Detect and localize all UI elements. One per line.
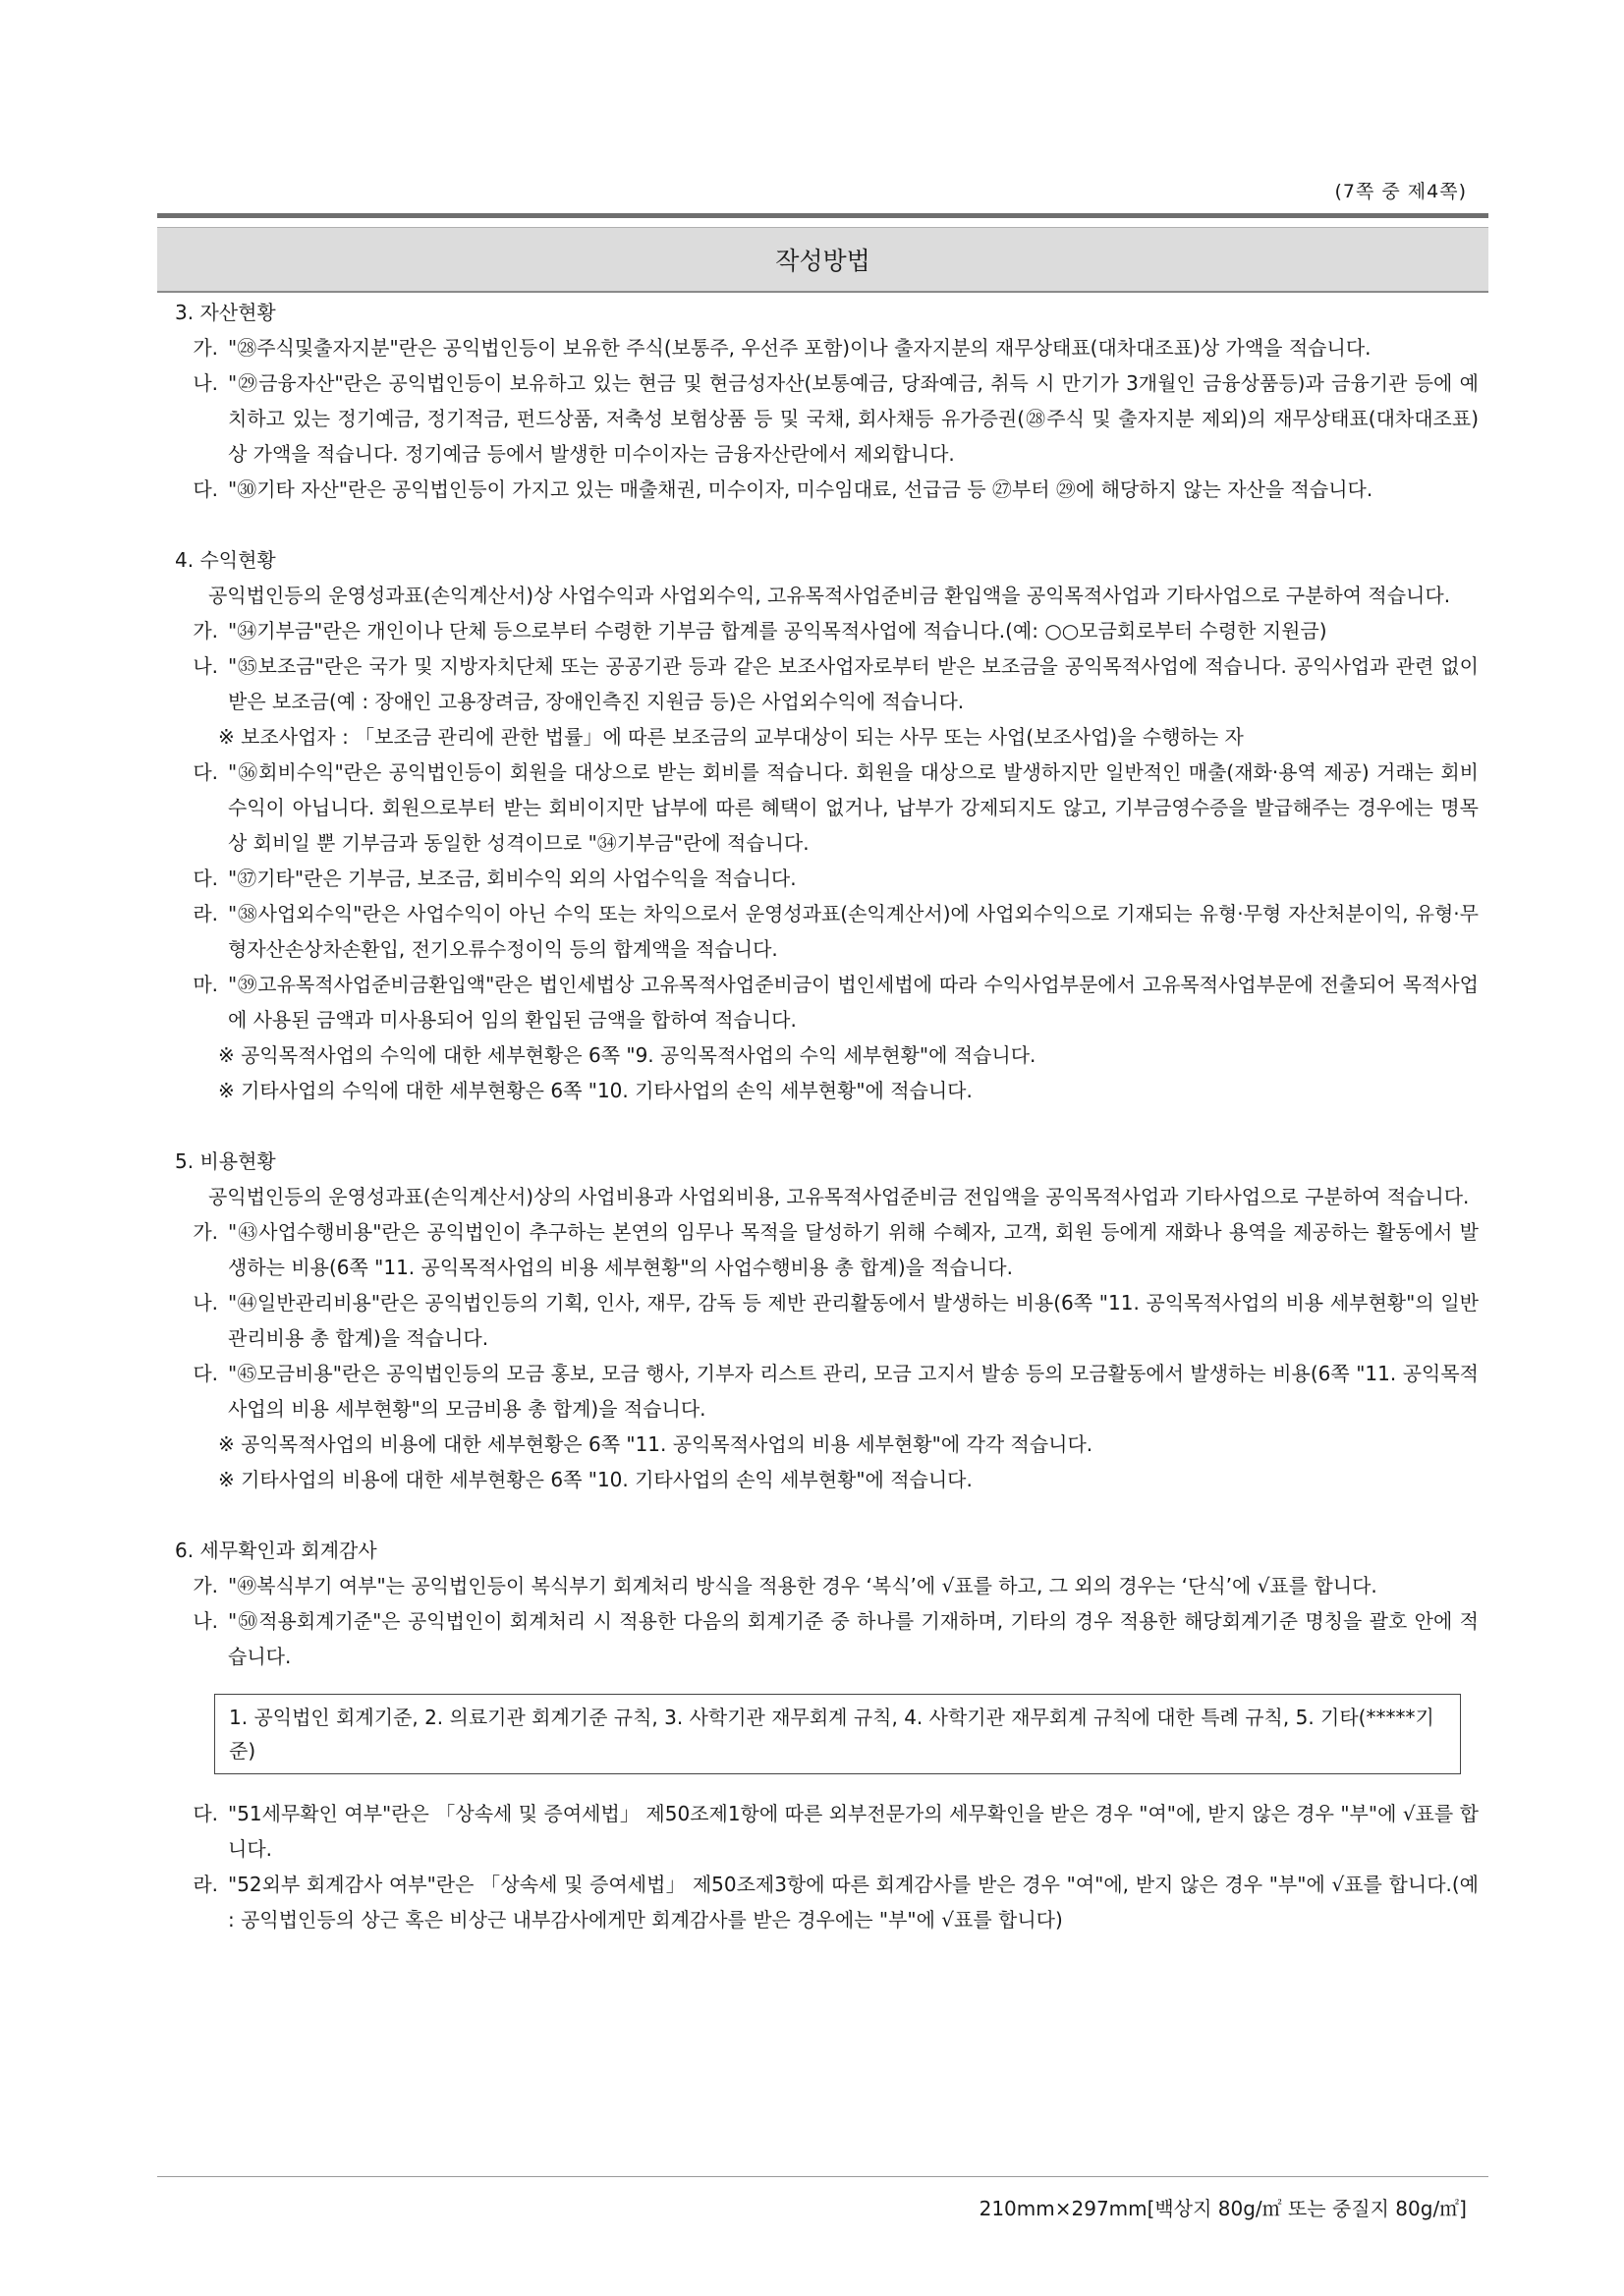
top-divider xyxy=(157,213,1488,218)
list-item: 다. "㊲기타"란은 기부금, 보조금, 회비수익 외의 사업수익을 적습니다. xyxy=(193,867,797,890)
section-expense-status xyxy=(167,1144,1479,1497)
list-item: 다. "51세무확인 여부"란은 「상속세 및 증여세법」 제50조제1항에 따른 외부전문가의 세무확인을 받은 경우 "여"에, 받지 않은 경우 "부"에 √표를 합니다. xyxy=(193,1802,1479,1861)
section-asset-status xyxy=(167,295,1479,507)
list-item: 나. "㉙금융자산"란은 공익법인등이 보유하고 있는 현금 및 현금성자산(보통예금, 당좌예금, 취득 시 만기가 3개월인 금융상품등)과 금융기관 등에 예치하고 있는 정기예금, 정기적금, 펀드상품, 저축성 보험상품 등 및 국채, 회사채등 유가증권(㉘주식 및 출자지분 제외)의 재무상태표(대차대조표)상 가액을 적습니다. 정기예금 등에서 발생한 미수이자는 금융자산란에서 제외합니다. xyxy=(193,371,1479,466)
section-intro: 공익법인등의 운영성과표(손익계산서)상의 사업비용과 사업외비용, 고유목적사업준비금 전입액을 공익목적사업과 기타사업으로 구분하여 적습니다. xyxy=(208,1185,1470,1208)
list-item: 나. "㊿적용회계기준"은 공익법인이 회계처리 시 적용한 다음의 회계기준 중 하나를 기재하며, 기타의 경우 적용한 해당회계기준 명칭을 괄호 안에 적습니다. xyxy=(193,1609,1479,1668)
list-item: 라. "52외부 회계감사 여부"란은 「상속세 및 증여세법」 제50조제3항에 따른 회계감사를 받은 경우 "여"에, 받지 않은 경우 "부"에 √표를 합니다.(예 : 공익법인등의 상근 혹은 비상근 내부감사에게만 회계감사를 받은 경우에는 "부"에 √표를 합니다) xyxy=(193,1873,1479,1932)
list-item: 가. "㊾복식부기 여부"는 공익법인등이 복식부기 회계처리 방식을 적용한 경우 ‘복식’에 √표를 하고, 그 외의 경우는 ‘단식’에 √표를 합니다. xyxy=(193,1574,1377,1597)
list-item: 다. "㊱회비수익"란은 공익법인등이 회원을 대상으로 받는 회비를 적습니다. 회원을 대상으로 발생하지만 일반적인 매출(재화·용역 제공) 거래는 회비수익이 아닙니다. 회원으로부터 받는 회비이지만 납부에 따른 혜택이 없거나, 납부가 강제되지도 않고, 기부금영수증을 발급해주는 경우에는 명목상 회비일 뿐 기부금과 동일한 성격이므로 "㉞기부금"란에 적습니다. xyxy=(193,760,1479,855)
list-item: 마. "㊴고유목적사업준비금환입액"란은 법인세법상 고유목적사업준비금이 법인세법에 따라 수익사업부문에서 고유목적사업부문에 전출되어 목적사업에 사용된 금액과 미사용되어 임의 환입된 금액을 합하여 적습니다. xyxy=(193,973,1479,1032)
heading-title: 작성방법 xyxy=(775,247,870,275)
page-number: (7쪽 중 제4쪽) xyxy=(1334,181,1467,202)
list-item: 나. "㉟보조금"란은 국가 및 지방자치단체 또는 공공기관 등과 같은 보조사업자로부터 받은 보조금을 공익목적사업에 적습니다. 공익사업과 관련 없이 받은 보조금(예 : 장애인 고용장려금, 장애인측진 지원금 등)은 사업외수익에 적습니다. xyxy=(193,654,1479,713)
note: ※ 공익목적사업의 비용에 대한 세부현황은 6쪽 "11. 공익목적사업의 비용 세부현황"에 각각 적습니다. xyxy=(218,1432,1093,1456)
section-revenue-status xyxy=(167,542,1479,1108)
list-item: 가. "㊸사업수행비용"란은 공익법인이 추구하는 본연의 임무나 목적을 달성하기 위해 수혜자, 고객, 회원 등에게 재화나 용역을 제공하는 활동에서 발생하는 비용(6쪽 "11. 공익목적사업의 비용 세부현황"의 사업수행비용 총 합계)을 적습니다. xyxy=(193,1220,1479,1279)
section-intro: 공익법인등의 운영성과표(손익계산서)상 사업수익과 사업외수익, 고유목적사업준비금 환입액을 공익목적사업과 기타사업으로 구분하여 적습니다. xyxy=(208,584,1451,607)
list-item: 다. "㉚기타 자산"란은 공익법인등이 가지고 있는 매출채권, 미수이자, 미수임대료, 선급금 등 ㉗부터 ㉙에 해당하지 않는 자산을 적습니다. xyxy=(193,477,1373,501)
paper-spec-footer: 210mm×297mm[백상지 80g/㎡ 또는 중질지 80g/㎡] xyxy=(979,2197,1467,2220)
section-title: 5. 비용현황 xyxy=(175,1149,276,1173)
section-title: 4. 수익현황 xyxy=(175,548,276,572)
instructions-body xyxy=(167,295,1479,1937)
section-tax-audit xyxy=(167,1533,1479,1937)
section-title: 3. 자산현황 xyxy=(175,301,276,324)
section-title: 6. 세무확인과 회계감사 xyxy=(175,1539,377,1562)
bottom-divider xyxy=(157,2176,1488,2177)
accounting-standards-box: 1. 공익법인 회계기준, 2. 의료기관 회계기준 규칙, 3. 사학기관 재무회계 규칙, 4. 사학기관 재무회계 규칙에 대한 특례 규칙, 5. 기타(*****기준) xyxy=(214,1694,1461,1774)
list-item: 가. "㉞기부금"란은 개인이나 단체 등으로부터 수령한 기부금 합계를 공익목적사업에 적습니다.(예: ○○모금회로부터 수령한 지원금) xyxy=(193,619,1327,643)
note: ※ 보조사업자 : 「보조금 관리에 관한 법률」에 따른 보조금의 교부대상이 되는 사무 또는 사업(보조사업)을 수행하는 자 xyxy=(218,725,1244,749)
list-item: 라. "㊳사업외수익"란은 사업수익이 아닌 수익 또는 차익으로서 운영성과표(손익계산서)에 사업외수익으로 기재되는 유형·무형 자산처분이익, 유형·무형자산손상차손환입, 전기오류수정이익 등의 합계액을 적습니다. xyxy=(193,902,1479,961)
note: ※ 공익목적사업의 수익에 대한 세부현황은 6쪽 "9. 공익목적사업의 수익 세부현황"에 적습니다. xyxy=(218,1043,1036,1067)
list-item: 가. "㉘주식및출자지분"란은 공익법인등이 보유한 주식(보통주, 우선주 포함)이나 출자지분의 재무상태표(대차대조표)상 가액을 적습니다. xyxy=(193,336,1372,360)
list-item: 다. "㊺모금비용"란은 공익법인등의 모금 홍보, 모금 행사, 기부자 리스트 관리, 모금 고지서 발송 등의 모금활동에서 발생하는 비용(6쪽 "11. 공익목적사업의 비용 세부현황"의 모금비용 총 합계)을 적습니다. xyxy=(193,1362,1479,1421)
list-item: 나. "㊹일반관리비용"란은 공익법인등의 기획, 인사, 재무, 감독 등 제반 관리활동에서 발생하는 비용(6쪽 "11. 공익목적사업의 비용 세부현황"의 일반관리비용 총 합계)을 적습니다. xyxy=(193,1291,1479,1350)
note: ※ 기타사업의 수익에 대한 세부현황은 6쪽 "10. 기타사업의 손익 세부현황"에 적습니다. xyxy=(218,1079,973,1102)
section-heading xyxy=(157,227,1488,293)
note: ※ 기타사업의 비용에 대한 세부현황은 6쪽 "10. 기타사업의 손익 세부현황"에 적습니다. xyxy=(218,1468,973,1491)
